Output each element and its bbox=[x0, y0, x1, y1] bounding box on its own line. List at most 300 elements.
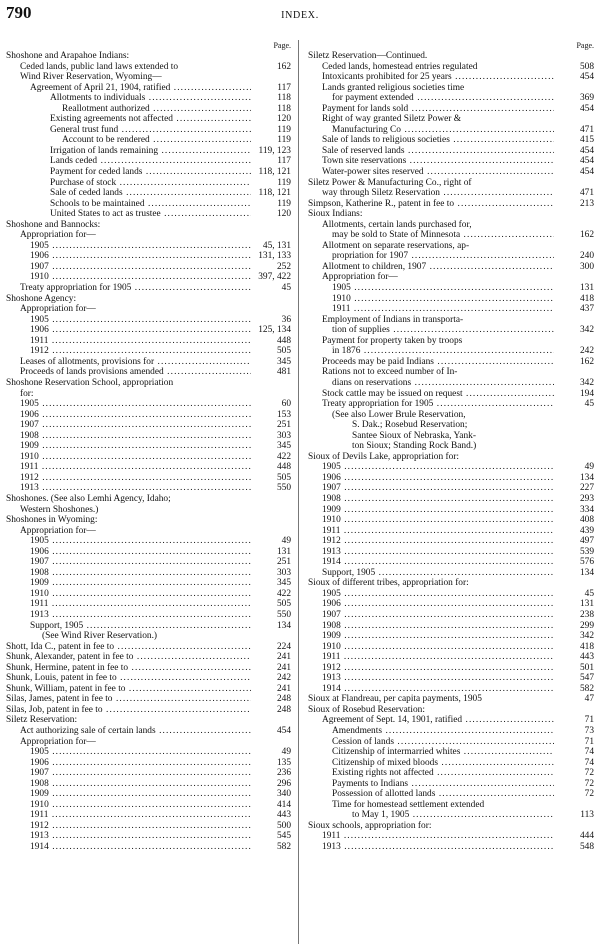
index-entry bbox=[308, 652, 594, 663]
index-entry bbox=[6, 705, 291, 716]
entry-page-ref: 49 bbox=[281, 747, 291, 758]
index-entry bbox=[6, 768, 291, 779]
entry-text: 1905 ..... bbox=[308, 589, 554, 600]
index-entry bbox=[6, 810, 291, 821]
entry-text: 1906 ..... bbox=[6, 758, 251, 769]
entry-page-ref: 131, 133 bbox=[258, 251, 291, 262]
entry-page-ref: 227 bbox=[579, 483, 594, 494]
entry-text: Shoshone Agency: bbox=[6, 293, 77, 304]
entry-page-ref: 60 bbox=[281, 399, 291, 410]
entry-text: Shoshone and Arapahoe Indians: bbox=[6, 51, 130, 61]
entry-page-ref: 47 bbox=[584, 694, 594, 705]
index-entry bbox=[308, 178, 594, 189]
entry-page-ref: 241 bbox=[276, 683, 291, 694]
entry-text: 1905 ..... bbox=[308, 462, 554, 473]
entry-text: Proceeds may be paid Indians ..... bbox=[308, 357, 554, 368]
entry-page-ref: 418 bbox=[579, 293, 594, 304]
index-entry bbox=[308, 230, 594, 241]
entry-page-ref: 418 bbox=[579, 641, 594, 652]
index-entry bbox=[6, 272, 291, 283]
index-entry bbox=[6, 684, 291, 695]
entry-text: Reallotment authorized ..... bbox=[6, 104, 251, 115]
entry-text: (See also Lower Brule Reservation, bbox=[332, 409, 466, 420]
entry-page-ref: 118 bbox=[277, 93, 291, 104]
index-entry bbox=[6, 251, 291, 262]
index-entry bbox=[308, 831, 594, 842]
entry-text: Allotment to children, 1907 ..... bbox=[308, 262, 554, 273]
entry-text: Payments to Indians ..... bbox=[308, 779, 554, 790]
entry-page-ref: 74 bbox=[584, 757, 594, 768]
entry-page-ref: 505 bbox=[276, 472, 291, 483]
index-entry bbox=[6, 599, 291, 610]
index-entry bbox=[308, 420, 594, 431]
entry-text: Shunk, Hermine, patent in fee to ..... bbox=[6, 663, 251, 674]
entry-text: Sioux of Rosebud Reservation: bbox=[308, 704, 425, 715]
entry-text: Payment for lands sold ..... bbox=[308, 104, 554, 115]
index-entry bbox=[6, 114, 291, 125]
index-entry bbox=[308, 663, 594, 674]
entry-text: 1908 ..... bbox=[6, 568, 251, 579]
entry-text: Schools to be maintained ..... bbox=[6, 199, 251, 210]
entry-text: 1905 ..... bbox=[6, 536, 251, 547]
entry-text: Santee Sioux of Nebraska, Yank- bbox=[352, 430, 476, 441]
entry-page-ref: 73 bbox=[584, 726, 594, 736]
entry-text: 1913 ..... bbox=[308, 842, 554, 853]
entry-text: Silas, James, patent in fee to ..... bbox=[6, 694, 251, 705]
index-entry bbox=[6, 420, 291, 431]
entry-text: United States to act as trustee ..... bbox=[6, 209, 251, 220]
entry-text: 1906 ..... bbox=[6, 410, 251, 421]
index-entry bbox=[308, 336, 594, 347]
entry-page-ref: 134 bbox=[579, 567, 594, 578]
entry-text: 1909 ..... bbox=[6, 789, 251, 800]
entry-text: 1913 ..... bbox=[308, 673, 554, 684]
index-entry bbox=[6, 800, 291, 811]
entry-page-ref: 582 bbox=[276, 842, 291, 853]
entry-text: Account to be rendered ..... bbox=[6, 135, 251, 146]
entry-text: Appropriation for— bbox=[322, 272, 398, 283]
entry-page-ref: 72 bbox=[584, 768, 594, 779]
index-entry bbox=[6, 610, 291, 621]
left-index-column bbox=[6, 40, 291, 853]
index-entry bbox=[6, 146, 291, 157]
index-entry bbox=[6, 336, 291, 347]
entry-text: Treaty appropriation for 1905 ..... bbox=[308, 399, 554, 410]
entry-text: Ceded lands, homestead entries regulated bbox=[322, 61, 478, 72]
index-entry bbox=[308, 779, 594, 790]
entry-text: 1908 ..... bbox=[308, 621, 554, 632]
entry-page-ref: 345 bbox=[276, 356, 291, 367]
entry-text: 1906 ..... bbox=[308, 473, 554, 484]
entry-text: 1910 ..... bbox=[308, 642, 554, 653]
entry-text: 1908 ..... bbox=[6, 431, 251, 442]
entry-text: Sioux of Devils Lake, appropriation for: bbox=[308, 451, 460, 462]
entry-text: 1906 ..... bbox=[6, 325, 251, 336]
entry-page-ref: 582 bbox=[579, 683, 594, 694]
entry-page-ref: 422 bbox=[276, 451, 291, 462]
entry-page-ref: 242 bbox=[579, 346, 594, 357]
entry-page-ref: 342 bbox=[579, 631, 594, 642]
entry-text: 1911 ..... bbox=[6, 336, 251, 347]
index-entry bbox=[308, 114, 594, 125]
index-entry bbox=[308, 631, 594, 642]
entry-text: Rations not to exceed number of In- bbox=[322, 367, 458, 378]
entry-text: 1907 ..... bbox=[6, 768, 251, 779]
entry-page-ref: 119 bbox=[277, 177, 291, 188]
index-entry bbox=[308, 346, 594, 357]
index-entry bbox=[308, 62, 594, 73]
index-entry bbox=[6, 262, 291, 273]
index-entry bbox=[6, 621, 291, 632]
entry-page-ref: 303 bbox=[276, 567, 291, 578]
index-entry bbox=[6, 821, 291, 832]
entry-page-ref: 497 bbox=[579, 536, 594, 547]
index-entry bbox=[308, 431, 594, 442]
index-entry bbox=[308, 715, 594, 726]
entry-text: ton Sioux; Standing Rock Band.) bbox=[352, 441, 477, 452]
index-entry bbox=[6, 642, 291, 653]
entry-page-ref: 119 bbox=[277, 198, 291, 209]
entry-text: Simpson, Katherine R., patent in fee to ..... bbox=[308, 199, 554, 210]
entry-text: Allotments, certain lands purchased for, bbox=[322, 219, 472, 230]
index-entry bbox=[308, 135, 594, 146]
entry-page-ref: 71 bbox=[584, 715, 594, 726]
entry-text: 1910 ..... bbox=[6, 452, 251, 463]
index-entry bbox=[308, 515, 594, 526]
entry-text: for: bbox=[20, 388, 34, 399]
entry-page-ref: 448 bbox=[276, 335, 291, 346]
index-entry bbox=[308, 526, 594, 537]
index-entry bbox=[308, 72, 594, 83]
index-entry bbox=[6, 199, 291, 210]
index-entry bbox=[308, 737, 594, 748]
entry-text: Manufacturing Co ..... bbox=[308, 125, 554, 136]
index-entry bbox=[6, 483, 291, 494]
index-entry bbox=[308, 241, 594, 252]
entry-text: 1910 ..... bbox=[308, 515, 554, 526]
entry-page-ref: 454 bbox=[276, 726, 291, 736]
entry-text: 1909 ..... bbox=[308, 631, 554, 642]
entry-page-ref: 548 bbox=[579, 842, 594, 853]
entry-page-ref: 134 bbox=[579, 472, 594, 483]
entry-text: 1909 ..... bbox=[308, 505, 554, 516]
entry-text: Sioux of different tribes, appropriation for: bbox=[308, 578, 469, 589]
index-entry bbox=[6, 842, 291, 853]
entry-page-ref: 238 bbox=[579, 609, 594, 620]
entry-text: 1912 ..... bbox=[6, 821, 251, 832]
entry-text: Sioux Indians: bbox=[308, 209, 363, 220]
entry-page-ref: 500 bbox=[276, 820, 291, 831]
entry-page-ref: 135 bbox=[276, 757, 291, 768]
entry-text: to May 1, 1905 ..... bbox=[308, 810, 554, 821]
index-entry bbox=[6, 167, 291, 178]
index-entry bbox=[308, 93, 594, 104]
index-entry bbox=[6, 473, 291, 484]
right-index-column bbox=[308, 40, 594, 853]
entry-text: Possession of allotted lands ..... bbox=[308, 789, 554, 800]
entry-page-ref: 422 bbox=[276, 588, 291, 599]
entry-page-ref: 72 bbox=[584, 778, 594, 789]
entry-text: Sale of ceded lands ..... bbox=[6, 188, 251, 199]
entry-page-ref: 397, 422 bbox=[258, 272, 291, 283]
index-entry bbox=[308, 726, 594, 737]
entry-text: Leases of allotments, provisions for ..... bbox=[6, 357, 251, 368]
entry-text: Sioux schools, appropriation for: bbox=[308, 820, 432, 831]
entry-page-ref: 454 bbox=[579, 103, 594, 114]
entry-text: 1913 ..... bbox=[308, 547, 554, 558]
entry-page-ref: 236 bbox=[276, 768, 291, 779]
entry-text: 1914 ..... bbox=[6, 842, 251, 853]
entry-text: 1911 ..... bbox=[308, 526, 554, 537]
index-entry bbox=[308, 104, 594, 115]
entry-page-ref: 481 bbox=[276, 367, 291, 378]
entry-text: 1907 ..... bbox=[6, 557, 251, 568]
index-entry bbox=[6, 241, 291, 252]
index-entry bbox=[6, 652, 291, 663]
entry-text: Shoshone and Bannocks: bbox=[6, 219, 101, 230]
entry-text: Time for homestead settlement extended bbox=[332, 799, 485, 810]
index-entry bbox=[308, 304, 594, 315]
index-entry bbox=[6, 737, 291, 748]
entry-page-ref: 45, 131 bbox=[262, 240, 291, 251]
entry-page-ref: 117 bbox=[277, 82, 291, 93]
index-entry bbox=[308, 220, 594, 231]
entry-text: 1905 ..... bbox=[6, 241, 251, 252]
index-entry bbox=[6, 694, 291, 705]
index-entry bbox=[308, 599, 594, 610]
index-entry bbox=[6, 726, 291, 737]
index-entry bbox=[6, 93, 291, 104]
index-entry bbox=[308, 578, 594, 589]
index-entry bbox=[308, 842, 594, 853]
entry-text: Support, 1905 ..... bbox=[6, 621, 251, 632]
index-entry bbox=[6, 125, 291, 136]
entry-text: Lands granted religious societies time bbox=[322, 82, 465, 93]
entry-text: 1905 ..... bbox=[308, 283, 554, 294]
index-entry bbox=[308, 800, 594, 811]
entry-text: General trust fund ..... bbox=[6, 125, 251, 136]
index-entry bbox=[308, 399, 594, 410]
entry-text: 1907 ..... bbox=[6, 262, 251, 273]
entry-page-ref: 454 bbox=[579, 72, 594, 83]
entry-text: Siletz Reservation: bbox=[6, 715, 78, 726]
index-entry bbox=[6, 452, 291, 463]
index-entry bbox=[6, 526, 291, 537]
entry-page-ref: 36 bbox=[281, 314, 291, 325]
entry-text: Wind River Reservation, Wyoming— bbox=[20, 72, 162, 83]
entry-text: Payment for property taken by troops bbox=[322, 335, 463, 346]
index-entry bbox=[6, 378, 291, 389]
index-entry bbox=[308, 810, 594, 821]
index-entry bbox=[6, 178, 291, 189]
index-entry bbox=[308, 378, 594, 389]
index-entry bbox=[6, 831, 291, 842]
entry-text: Employment of Indians in transporta- bbox=[322, 314, 464, 325]
entry-text: Agreement of April 21, 1904, ratified ..... bbox=[6, 83, 251, 94]
page-column-label: Page. bbox=[576, 41, 594, 50]
entry-page-ref: 471 bbox=[579, 188, 594, 199]
entry-page-ref: 439 bbox=[579, 525, 594, 536]
entry-text: 1909 ..... bbox=[6, 441, 251, 452]
entry-text: Cession of lands ..... bbox=[308, 737, 554, 748]
entry-page-ref: 454 bbox=[579, 167, 594, 178]
entry-text: Sioux at Flandreau, per capita payments, 1905 bbox=[308, 694, 482, 705]
entry-text: Existing agreements not affected ..... bbox=[6, 114, 251, 125]
entry-page-ref: 443 bbox=[579, 652, 594, 663]
entry-text: dians on reservations ..... bbox=[308, 378, 554, 389]
entry-text: Appropriation for— bbox=[20, 525, 96, 536]
index-entry bbox=[308, 325, 594, 336]
entry-text: Appropriation for— bbox=[20, 736, 96, 747]
entry-page-ref: 415 bbox=[579, 135, 594, 146]
index-entry bbox=[308, 51, 594, 62]
column-divider bbox=[298, 40, 299, 944]
index-entry bbox=[308, 705, 594, 716]
index-entry bbox=[6, 589, 291, 600]
entry-text: 1911 ..... bbox=[308, 652, 554, 663]
entry-text: 1912 ..... bbox=[6, 346, 251, 357]
index-entry bbox=[6, 135, 291, 146]
index-entry bbox=[6, 663, 291, 674]
entry-text: 1912 ..... bbox=[308, 536, 554, 547]
entry-page-ref: 241 bbox=[276, 662, 291, 673]
entry-text: Right of way granted Siletz Power & bbox=[322, 114, 462, 125]
index-entry bbox=[6, 578, 291, 589]
entry-text: Irrigation of lands remaining ..... bbox=[6, 146, 251, 157]
entry-text: 1912 ..... bbox=[308, 663, 554, 674]
index-entry bbox=[6, 72, 291, 83]
entry-page-ref: 444 bbox=[579, 831, 594, 842]
page-title: INDEX. bbox=[281, 10, 319, 21]
entry-text: propriation for 1907 ..... bbox=[308, 251, 554, 262]
entry-page-ref: 296 bbox=[276, 778, 291, 789]
entry-text: Town site reservations ..... bbox=[308, 156, 554, 167]
index-entry bbox=[308, 146, 594, 157]
entry-text: Shunk, Alexander, patent in fee to ..... bbox=[6, 652, 251, 663]
entry-text: 1911 ..... bbox=[6, 810, 251, 821]
page-number: 790 bbox=[6, 3, 32, 22]
index-entry bbox=[6, 83, 291, 94]
entry-page-ref: 342 bbox=[579, 325, 594, 336]
entry-page-ref: 342 bbox=[579, 377, 594, 388]
index-entry bbox=[308, 156, 594, 167]
entry-text: Payment for ceded lands ..... bbox=[6, 167, 251, 178]
entry-text: 1905 ..... bbox=[6, 747, 251, 758]
index-entry bbox=[6, 547, 291, 558]
index-entry bbox=[6, 283, 291, 294]
index-entry bbox=[6, 357, 291, 368]
index-entry bbox=[308, 684, 594, 695]
index-entry bbox=[6, 346, 291, 357]
entry-text: Agreement of Sept. 14, 1901, ratified ..... bbox=[308, 715, 554, 726]
entry-text: Siletz Reservation—Continued. bbox=[308, 51, 428, 61]
entry-text: 1911 ..... bbox=[308, 831, 554, 842]
entry-page-ref: 118, 121 bbox=[258, 188, 291, 199]
entry-page-ref: 252 bbox=[276, 261, 291, 272]
entry-page-ref: 293 bbox=[579, 493, 594, 504]
entry-page-ref: 118, 121 bbox=[258, 167, 291, 178]
entry-page-ref: 471 bbox=[579, 124, 594, 135]
index-entry bbox=[308, 642, 594, 653]
index-entry bbox=[6, 505, 291, 516]
entry-text: 1910 ..... bbox=[6, 800, 251, 811]
entry-page-ref: 408 bbox=[579, 515, 594, 526]
index-entry bbox=[6, 431, 291, 442]
entry-text: Appropriation for— bbox=[20, 230, 96, 241]
entry-text: 1908 ..... bbox=[308, 494, 554, 505]
entry-text: 1913 ..... bbox=[6, 483, 251, 494]
entry-page-ref: 251 bbox=[276, 420, 291, 431]
entry-page-ref: 448 bbox=[276, 462, 291, 473]
entry-page-ref: 508 bbox=[579, 61, 594, 72]
index-entry bbox=[6, 568, 291, 579]
entry-text: Shunk, William, patent in fee to ..... bbox=[6, 684, 251, 695]
entry-text: tion of supplies ..... bbox=[308, 325, 554, 336]
index-entry bbox=[308, 251, 594, 262]
index-entry bbox=[308, 547, 594, 558]
entry-page-ref: 240 bbox=[579, 251, 594, 262]
index-entry bbox=[6, 410, 291, 421]
index-entry bbox=[6, 325, 291, 336]
entry-text: Water-power sites reserved ..... bbox=[308, 167, 554, 178]
index-entry bbox=[6, 557, 291, 568]
entry-page-ref: 125, 134 bbox=[258, 325, 291, 336]
entry-page-ref: 120 bbox=[276, 209, 291, 220]
entry-text: Shott, Ida C., patent in fee to ..... bbox=[6, 642, 251, 653]
entry-page-ref: 547 bbox=[579, 673, 594, 684]
entry-text: 1912 ..... bbox=[6, 473, 251, 484]
index-entry bbox=[308, 768, 594, 779]
entry-text: 1910 ..... bbox=[6, 589, 251, 600]
entry-page-ref: 505 bbox=[276, 346, 291, 357]
entry-page-ref: 153 bbox=[276, 409, 291, 420]
entry-text: 1907 ..... bbox=[6, 420, 251, 431]
index-entry bbox=[308, 694, 594, 705]
entry-text: Purchase of stock ..... bbox=[6, 178, 251, 189]
entry-text: (See Wind River Reservation.) bbox=[42, 631, 158, 642]
index-entry bbox=[308, 483, 594, 494]
index-entry bbox=[6, 789, 291, 800]
index-entry bbox=[6, 758, 291, 769]
entry-page-ref: 162 bbox=[276, 61, 291, 72]
index-entry bbox=[6, 104, 291, 115]
entry-page-ref: 443 bbox=[276, 810, 291, 821]
entry-text: may be sold to State of Minnesota ..... bbox=[308, 230, 554, 241]
entry-text: 1906 ..... bbox=[308, 599, 554, 610]
entry-page-ref: 45 bbox=[584, 588, 594, 599]
index-entry bbox=[6, 515, 291, 526]
index-entry bbox=[308, 568, 594, 579]
entry-page-ref: 345 bbox=[276, 578, 291, 589]
entry-page-ref: 162 bbox=[579, 356, 594, 367]
entry-page-ref: 118 bbox=[277, 103, 291, 114]
index-entry bbox=[6, 304, 291, 315]
entry-text: Proceeds of lands provisions amended ..... bbox=[6, 367, 251, 378]
index-entry bbox=[308, 294, 594, 305]
index-entry bbox=[308, 673, 594, 684]
index-entry bbox=[308, 789, 594, 800]
entry-page-ref: 340 bbox=[276, 789, 291, 800]
entry-page-ref: 300 bbox=[579, 261, 594, 272]
index-entry bbox=[6, 462, 291, 473]
index-entry bbox=[308, 262, 594, 273]
entry-text: 1907 ..... bbox=[308, 483, 554, 494]
entry-page-ref: 248 bbox=[276, 694, 291, 705]
entry-page-ref: 119 bbox=[277, 124, 291, 135]
index-entry bbox=[308, 610, 594, 621]
index-entry bbox=[6, 536, 291, 547]
entry-page-ref: 49 bbox=[584, 462, 594, 473]
